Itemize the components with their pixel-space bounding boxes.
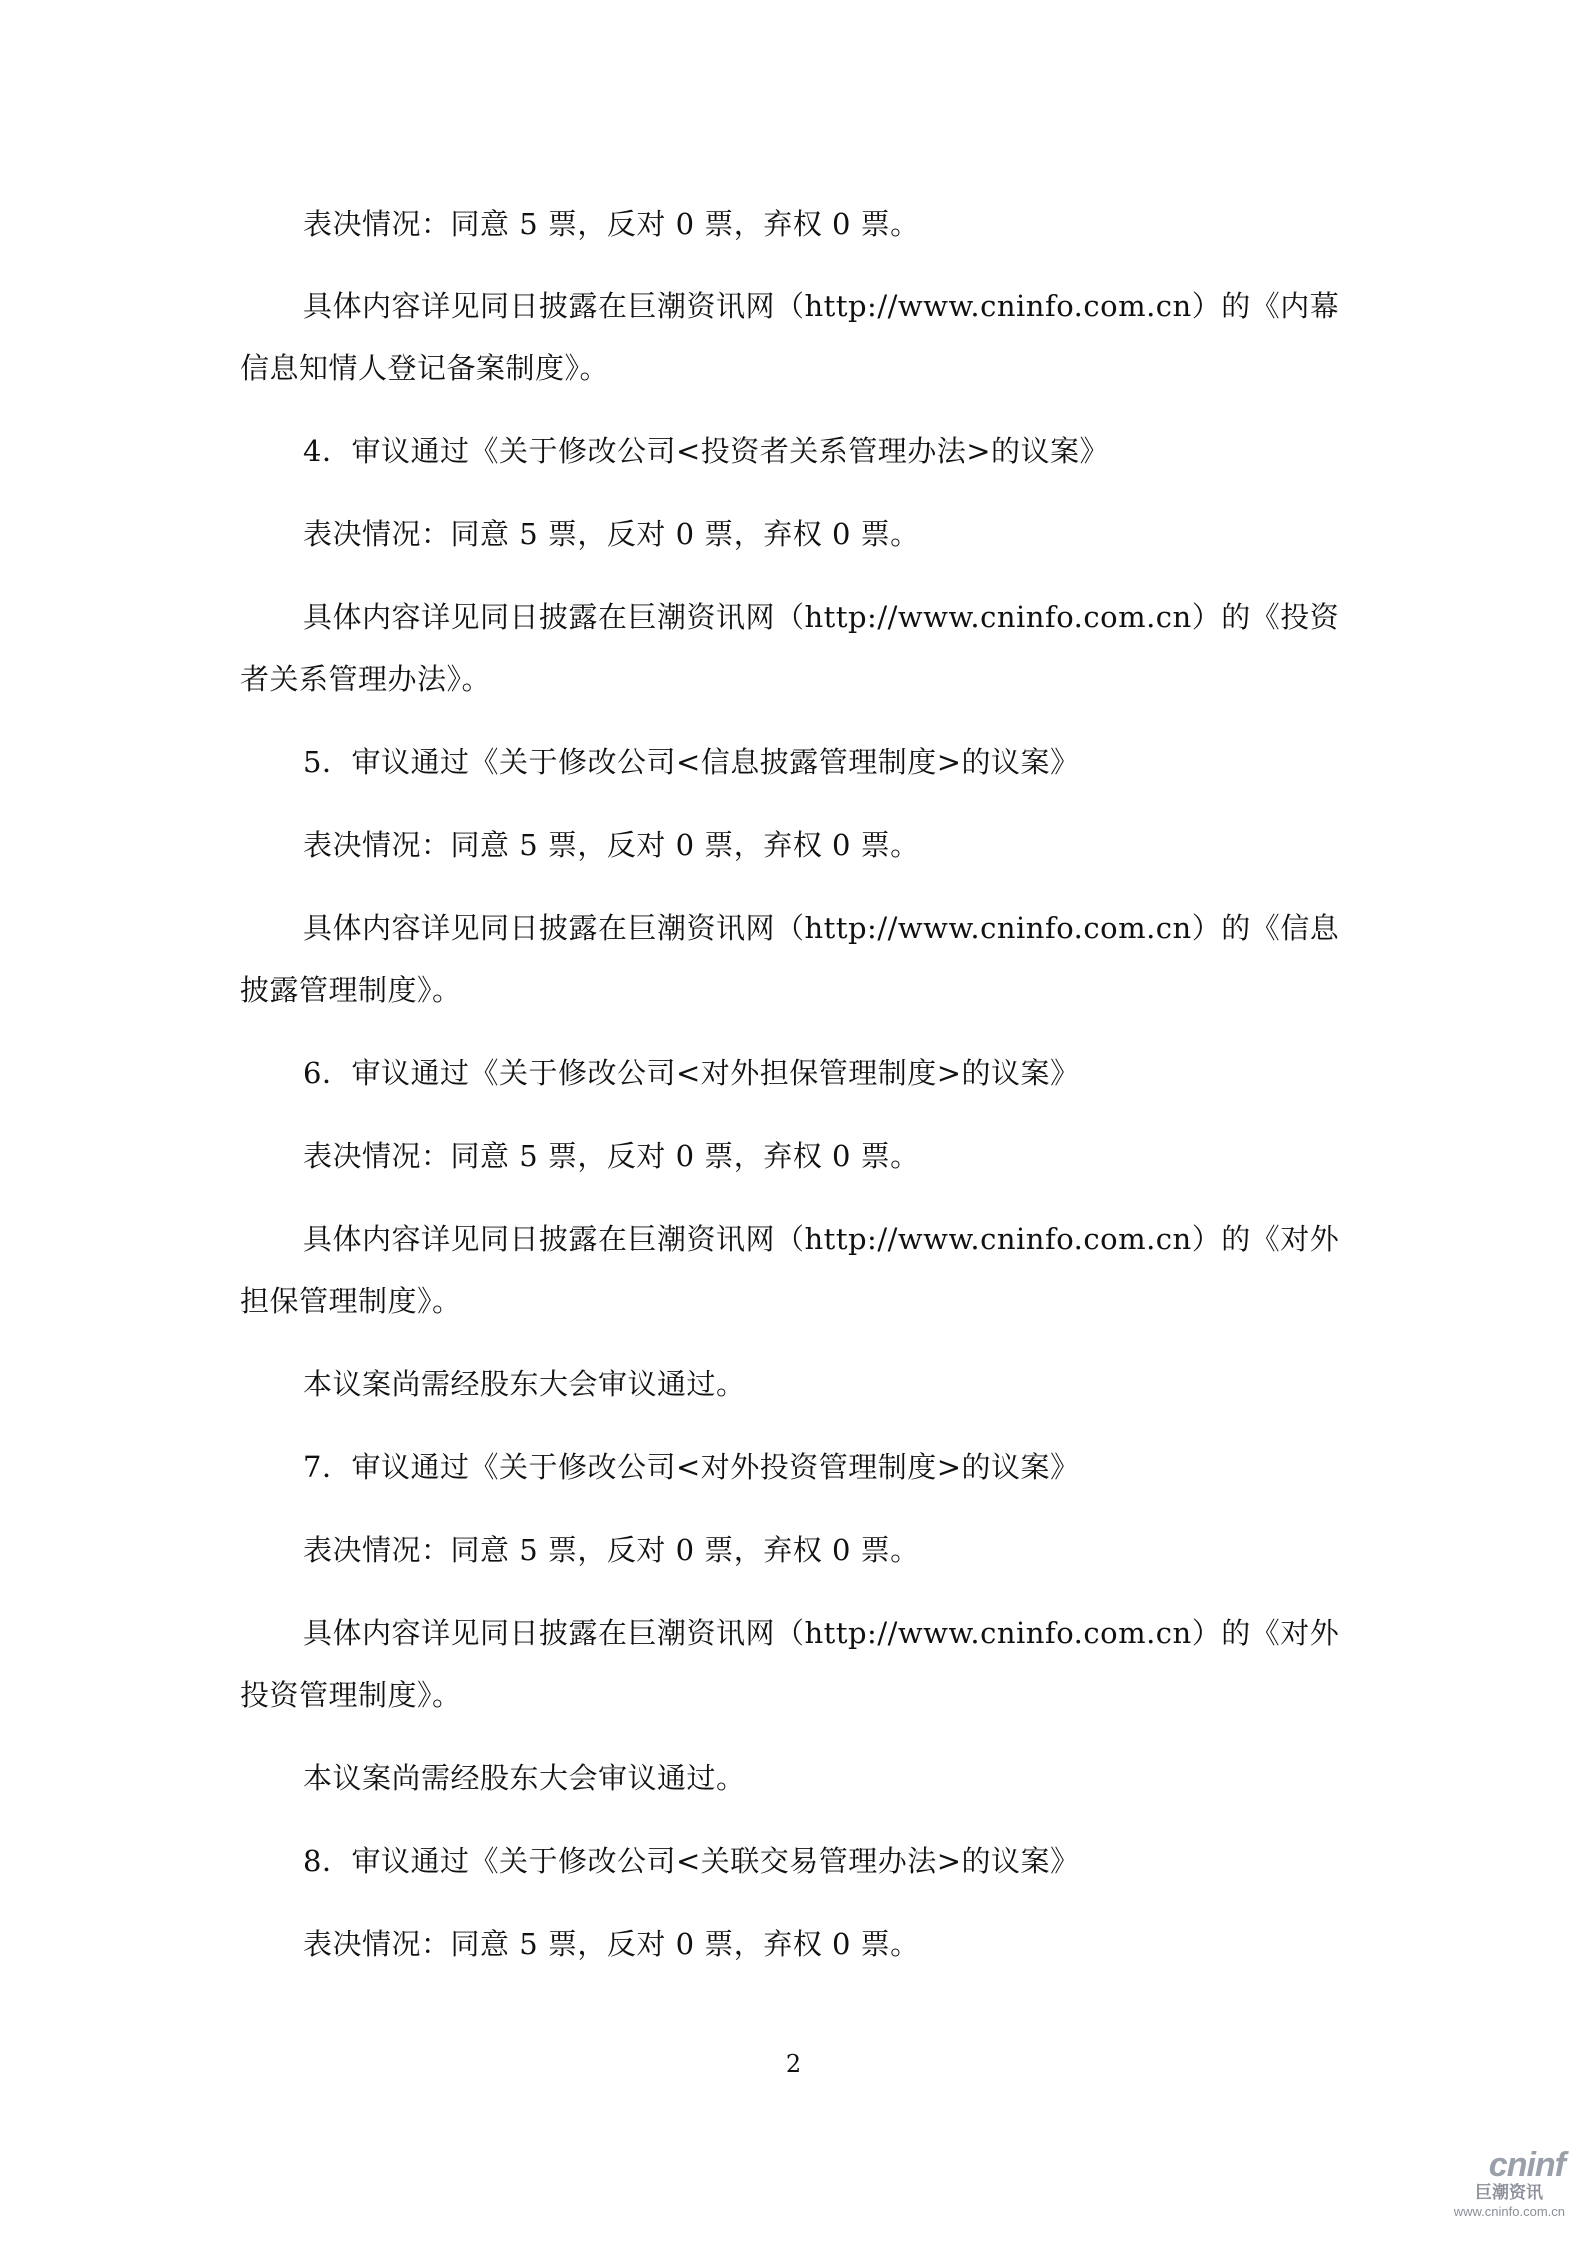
paragraph: 具体内容详见同日披露在巨潮资讯网（http://www.cninfo.com.cn）的《对外投资管理制度》。 bbox=[240, 1616, 1340, 1712]
agenda-item-heading: 7．审议通过《关于修改公司<对外投资管理制度>的议案》 bbox=[303, 1450, 1080, 1484]
cninfo-logo: cninf bbox=[1488, 2146, 1565, 2184]
agenda-item-heading: 5．审议通过《关于修改公司<信息披露管理制度>的议案》 bbox=[303, 745, 1080, 779]
cninfo-url: www.cninfo.com.cn bbox=[1453, 2204, 1565, 2219]
paragraph: 具体内容详见同日披露在巨潮资讯网（http://www.cninfo.com.cn）的《投资者关系管理办法》。 bbox=[240, 600, 1340, 696]
cninfo-logo-cn: 巨潮资讯 bbox=[1475, 2183, 1543, 2202]
paragraph: 表决情况：同意 5 票，反对 0 票，弃权 0 票。 bbox=[303, 1927, 920, 1961]
paragraph: 本议案尚需经股东大会审议通过。 bbox=[303, 1367, 746, 1401]
paragraph: 本议案尚需经股东大会审议通过。 bbox=[303, 1761, 746, 1795]
paragraph: 表决情况：同意 5 票，反对 0 票，弃权 0 票。 bbox=[303, 828, 920, 862]
paragraph: 表决情况：同意 5 票，反对 0 票，弃权 0 票。 bbox=[303, 207, 920, 241]
paragraph: 具体内容详见同日披露在巨潮资讯网（http://www.cninfo.com.cn）的《信息披露管理制度》。 bbox=[240, 911, 1340, 1007]
paragraph: 具体内容详见同日披露在巨潮资讯网（http://www.cninfo.com.cn）的《对外担保管理制度》。 bbox=[240, 1222, 1340, 1318]
agenda-item-heading: 4．审议通过《关于修改公司<投资者关系管理办法>的议案》 bbox=[303, 434, 1110, 468]
page-number: 2 bbox=[785, 2050, 802, 2078]
paragraph: 表决情况：同意 5 票，反对 0 票，弃权 0 票。 bbox=[303, 1533, 920, 1567]
paragraph: 表决情况：同意 5 票，反对 0 票，弃权 0 票。 bbox=[303, 517, 920, 551]
agenda-item-heading: 8．审议通过《关于修改公司<关联交易管理办法>的议案》 bbox=[303, 1844, 1080, 1878]
agenda-item-heading: 6．审议通过《关于修改公司<对外担保管理制度>的议案》 bbox=[303, 1056, 1080, 1090]
paragraph: 具体内容详见同日披露在巨潮资讯网（http://www.cninfo.com.cn）的《内幕信息知情人登记备案制度》。 bbox=[240, 289, 1340, 385]
cninfo-watermark bbox=[1415, 2147, 1565, 2231]
paragraph: 表决情况：同意 5 票，反对 0 票，弃权 0 票。 bbox=[303, 1139, 920, 1173]
